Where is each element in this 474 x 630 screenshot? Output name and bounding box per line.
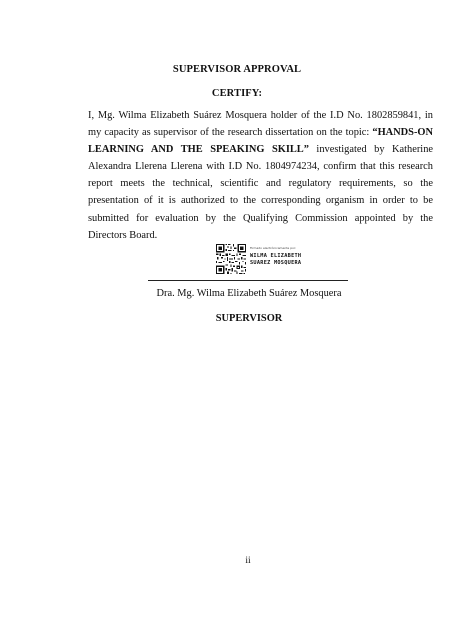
stamp-name-line-1: WILMA ELIZABETH [250, 253, 302, 259]
page-number: ii [245, 556, 251, 566]
document-subheading: CERTIFY: [211, 88, 263, 99]
qr-code-icon [216, 244, 246, 274]
paragraph-part-1: I, Mg. Wilma Elizabeth Suárez Mosquera holder of the I.D No. 1802859841, in my capacity as supervisor of the research dissertation on the topic: [88, 110, 433, 139]
paragraph-part-2: investigated by Katherine Alexandra Llerena Llerena with I.D No. 1804974234, confirm that this research report meets the technical, scientific and regulatory requirements, so the presentation of it is authorized to the corresponding organism in order to be submitted for evaluation by the Qualifying Commission appointed by the Directors Board. [88, 144, 433, 241]
certification-paragraph [88, 107, 433, 244]
electronic-signature-stamp [216, 244, 316, 280]
signer-role: SUPERVISOR [215, 313, 283, 324]
document-heading: SUPERVISOR APPROVAL [172, 64, 302, 75]
research-topic: “HANDS-ON LEARNING AND THE SPEAKING SKILL” [88, 127, 433, 156]
signature-line [148, 280, 348, 281]
stamp-name-line-2: SUAREZ MOSQUERA [250, 260, 302, 266]
stamp-caption: Firmado electrónicamente por: [250, 246, 297, 250]
signer-name: Dra. Mg. Wilma Elizabeth Suárez Mosquera [156, 288, 342, 299]
